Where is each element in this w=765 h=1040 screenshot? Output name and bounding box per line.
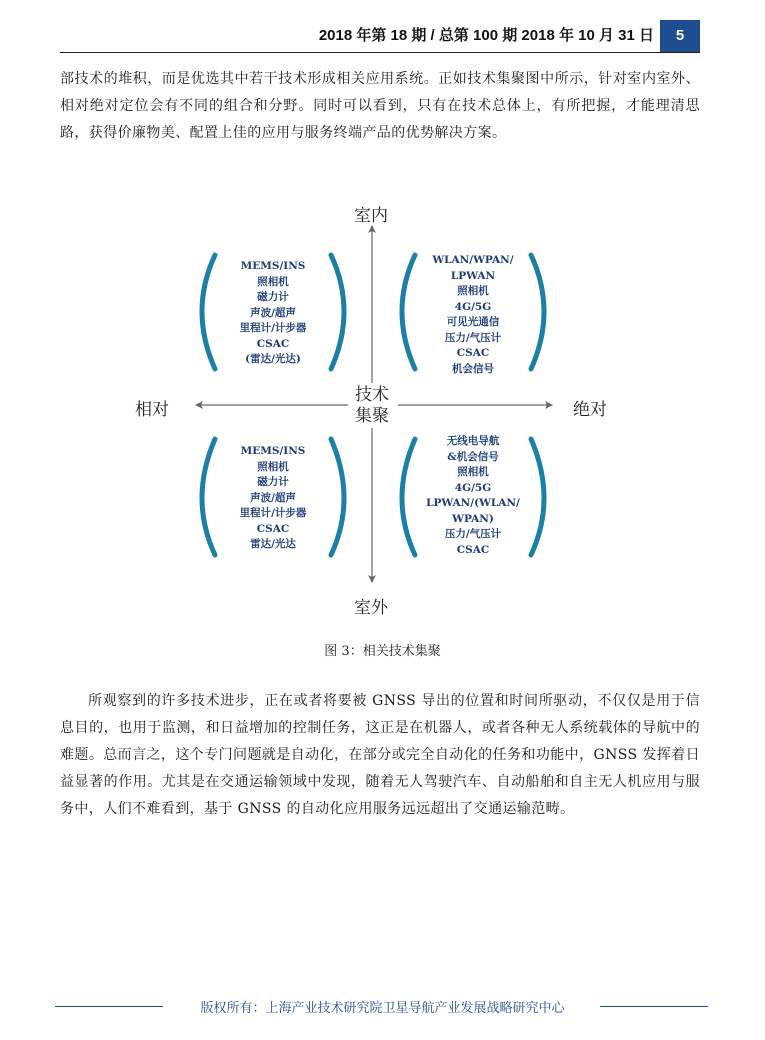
axis-label-outdoor: 室外 [354,598,388,618]
axis-label-relative: 相对 [135,400,169,420]
quad-item: 4G/5G [454,481,492,494]
center-label-line1: 技术 [355,385,389,405]
axis-label-absolute: 绝对 [573,400,607,420]
quadrant-outdoor-absolute [413,434,533,558]
quad-item: CSAC [256,522,290,535]
figure-caption: 图 3：相关技术集聚 [324,644,441,659]
quad-item: 磁力计 [257,476,289,488]
quad-item: WPAN) [452,512,494,525]
page-header [60,20,700,52]
quad-item: 照相机 [457,285,489,297]
quad-item: CSAC [456,347,490,359]
quad-item: 压力/气压计 [444,331,502,344]
quad-item: WLAN/WPAN/ [432,254,514,266]
quad-item: 里程计/计步器 [239,507,307,519]
quad-item: 声波/超声 [250,306,296,319]
quad-item: 声波/超声 [250,491,296,504]
header-divider [60,52,700,53]
quad-item: 4G/5G [454,300,492,313]
quad-item: 磁力计 [257,291,289,303]
quad-item: &机会信号 [447,450,499,463]
quadrant-indoor-relative [213,259,333,368]
quad-item: 雷达/光达 [250,538,296,550]
paragraph-2: 所观察到的许多技术进步，正在或者将要被 GNSS 导出的位置和时间所驱动，不仅仅是用于信息目的，也用于监测，和日益增加的控制任务，这正是在机器人，或者各种无人系统载体的导航中的难题。总而言之，这个专门问题就是自动化，在部分或完全自动化的任务和功能中，GNSS 发挥着日益显著的作用。尤其是在交通运输领域中发现，随着无人驾驶汽车、自动船舶和自主无人机应用与服务中，人们不难看到，基于 GNSS 的自动化应用服务远远超出了交通运输范畴。 [60,693,700,817]
quad-item: 无线电导航 [446,435,500,447]
quadrant-outdoor-relative [213,444,333,553]
paragraph-1: 部技术的堆积，而是优选其中若干技术形成相关应用系统。正如技术集聚图中所示，针对室内室外、相对绝对定位会有不同的组合和分野。同时可以看到，只有在技术总体上，有所把握，才能理清思路，获得价廉物美、配置上佳的应用与服务终端产品的优势解决方案。 [60,71,700,141]
center-label-line2: 集聚 [355,406,389,426]
quad-item: LPWAN [450,269,496,282]
center-label [352,385,392,427]
quad-item: 照相机 [457,466,489,478]
quad-item: MEMS/INS [240,445,306,457]
quad-item: 机会信号 [452,362,494,375]
copyright-footer: 版权所有：上海产业技术研究院卫星导航产业发展战略研究中心 [200,1001,565,1016]
axis-label-indoor: 室内 [354,206,388,226]
page-number-badge: 5 [660,20,700,52]
quad-item: 可见光通信 [446,316,500,328]
quad-item: (雷达/光达) [245,353,301,365]
quadrant-indoor-absolute [413,253,533,377]
quad-item: 里程计/计步器 [239,322,307,334]
quad-item: 照相机 [257,275,289,288]
quad-item: CSAC [456,543,490,556]
quad-item: MEMS/INS [240,260,306,272]
issue-info: 2018 年第 18 期 / 总第 100 期 2018 年 10 月 31 日 [318,27,654,44]
quad-item: 压力/气压计 [444,528,502,540]
quad-item: 照相机 [257,460,289,473]
tech-cluster-diagram [123,183,643,630]
quad-item: LPWAN/(WLAN/ [426,497,520,509]
quad-item: CSAC [256,337,290,350]
